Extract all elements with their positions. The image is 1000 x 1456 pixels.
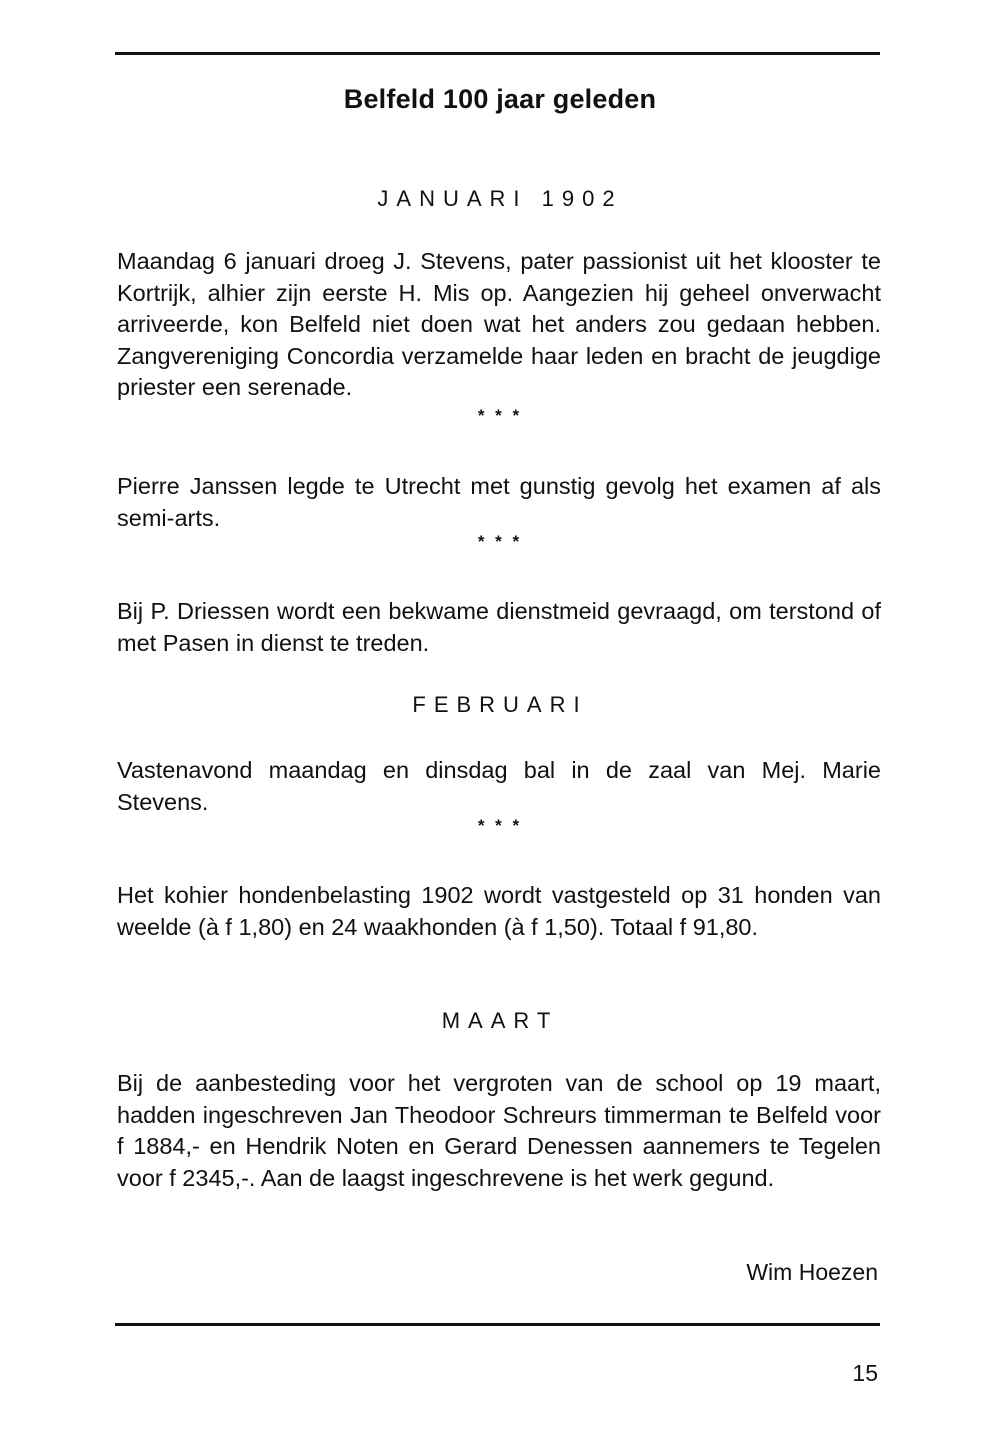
separator: * * *: [477, 532, 523, 551]
article-title: Belfeld 100 jaar geleden: [343, 84, 657, 114]
month-heading-januari: JANUARI 1902: [377, 186, 623, 211]
paragraph-stevens-mis: Maandag 6 januari droeg J. Stevens, pater passionist uit het klooster te Kortrijk, alhier zijn eerste H. Mis op. Aangezien hij geheel onverwacht arriveerde, kon Belfeld niet doen wat het anders zou gedaan hebben. Zangvereniging Concordia verzamelde haar leden en bracht de jeugdige priester een serenade.: [117, 248, 881, 400]
paragraph-aanbesteding-school: Bij de aanbesteding voor het vergroten van de school op 19 maart, hadden ingeschreven Jan Theodoor Schreurs timmerman te Belfeld voor f 1884,- en Hendrik Noten en Gerard Denessen aannemers te Tegelen voor f 2345,-. Aan de laagst ingeschrevene is het werk gegund.: [117, 1070, 881, 1191]
month-heading-maart: MAART: [441, 1008, 559, 1033]
paragraph-driessen-dienstmeid: Bij P. Driessen wordt een bekwame dienstmeid gevraagd, om terstond of met Pasen in dienst te treden.: [117, 598, 881, 656]
page-number: 15: [852, 1360, 878, 1386]
separator: * * *: [477, 816, 523, 835]
month-heading-februari: FEBRUARI: [412, 692, 588, 717]
paragraph-hondenbelasting: Het kohier hondenbelasting 1902 wordt vastgesteld op 31 honden van weelde (à f 1,80) en 24 waakhonden (à f 1,50). Totaal f 91,80.: [117, 882, 881, 940]
author-signature: Wim Hoezen: [746, 1259, 878, 1285]
paragraph-vastenavond: Vastenavond maandag en dinsdag bal in de zaal van Mej. Marie Stevens.: [117, 757, 881, 815]
top-rule: [115, 52, 880, 55]
paragraph-janssen-examen: Pierre Janssen legde te Utrecht met gunstig gevolg het examen af als semi-arts.: [117, 473, 881, 531]
bottom-rule: [115, 1323, 880, 1326]
separator: * * *: [477, 406, 523, 425]
